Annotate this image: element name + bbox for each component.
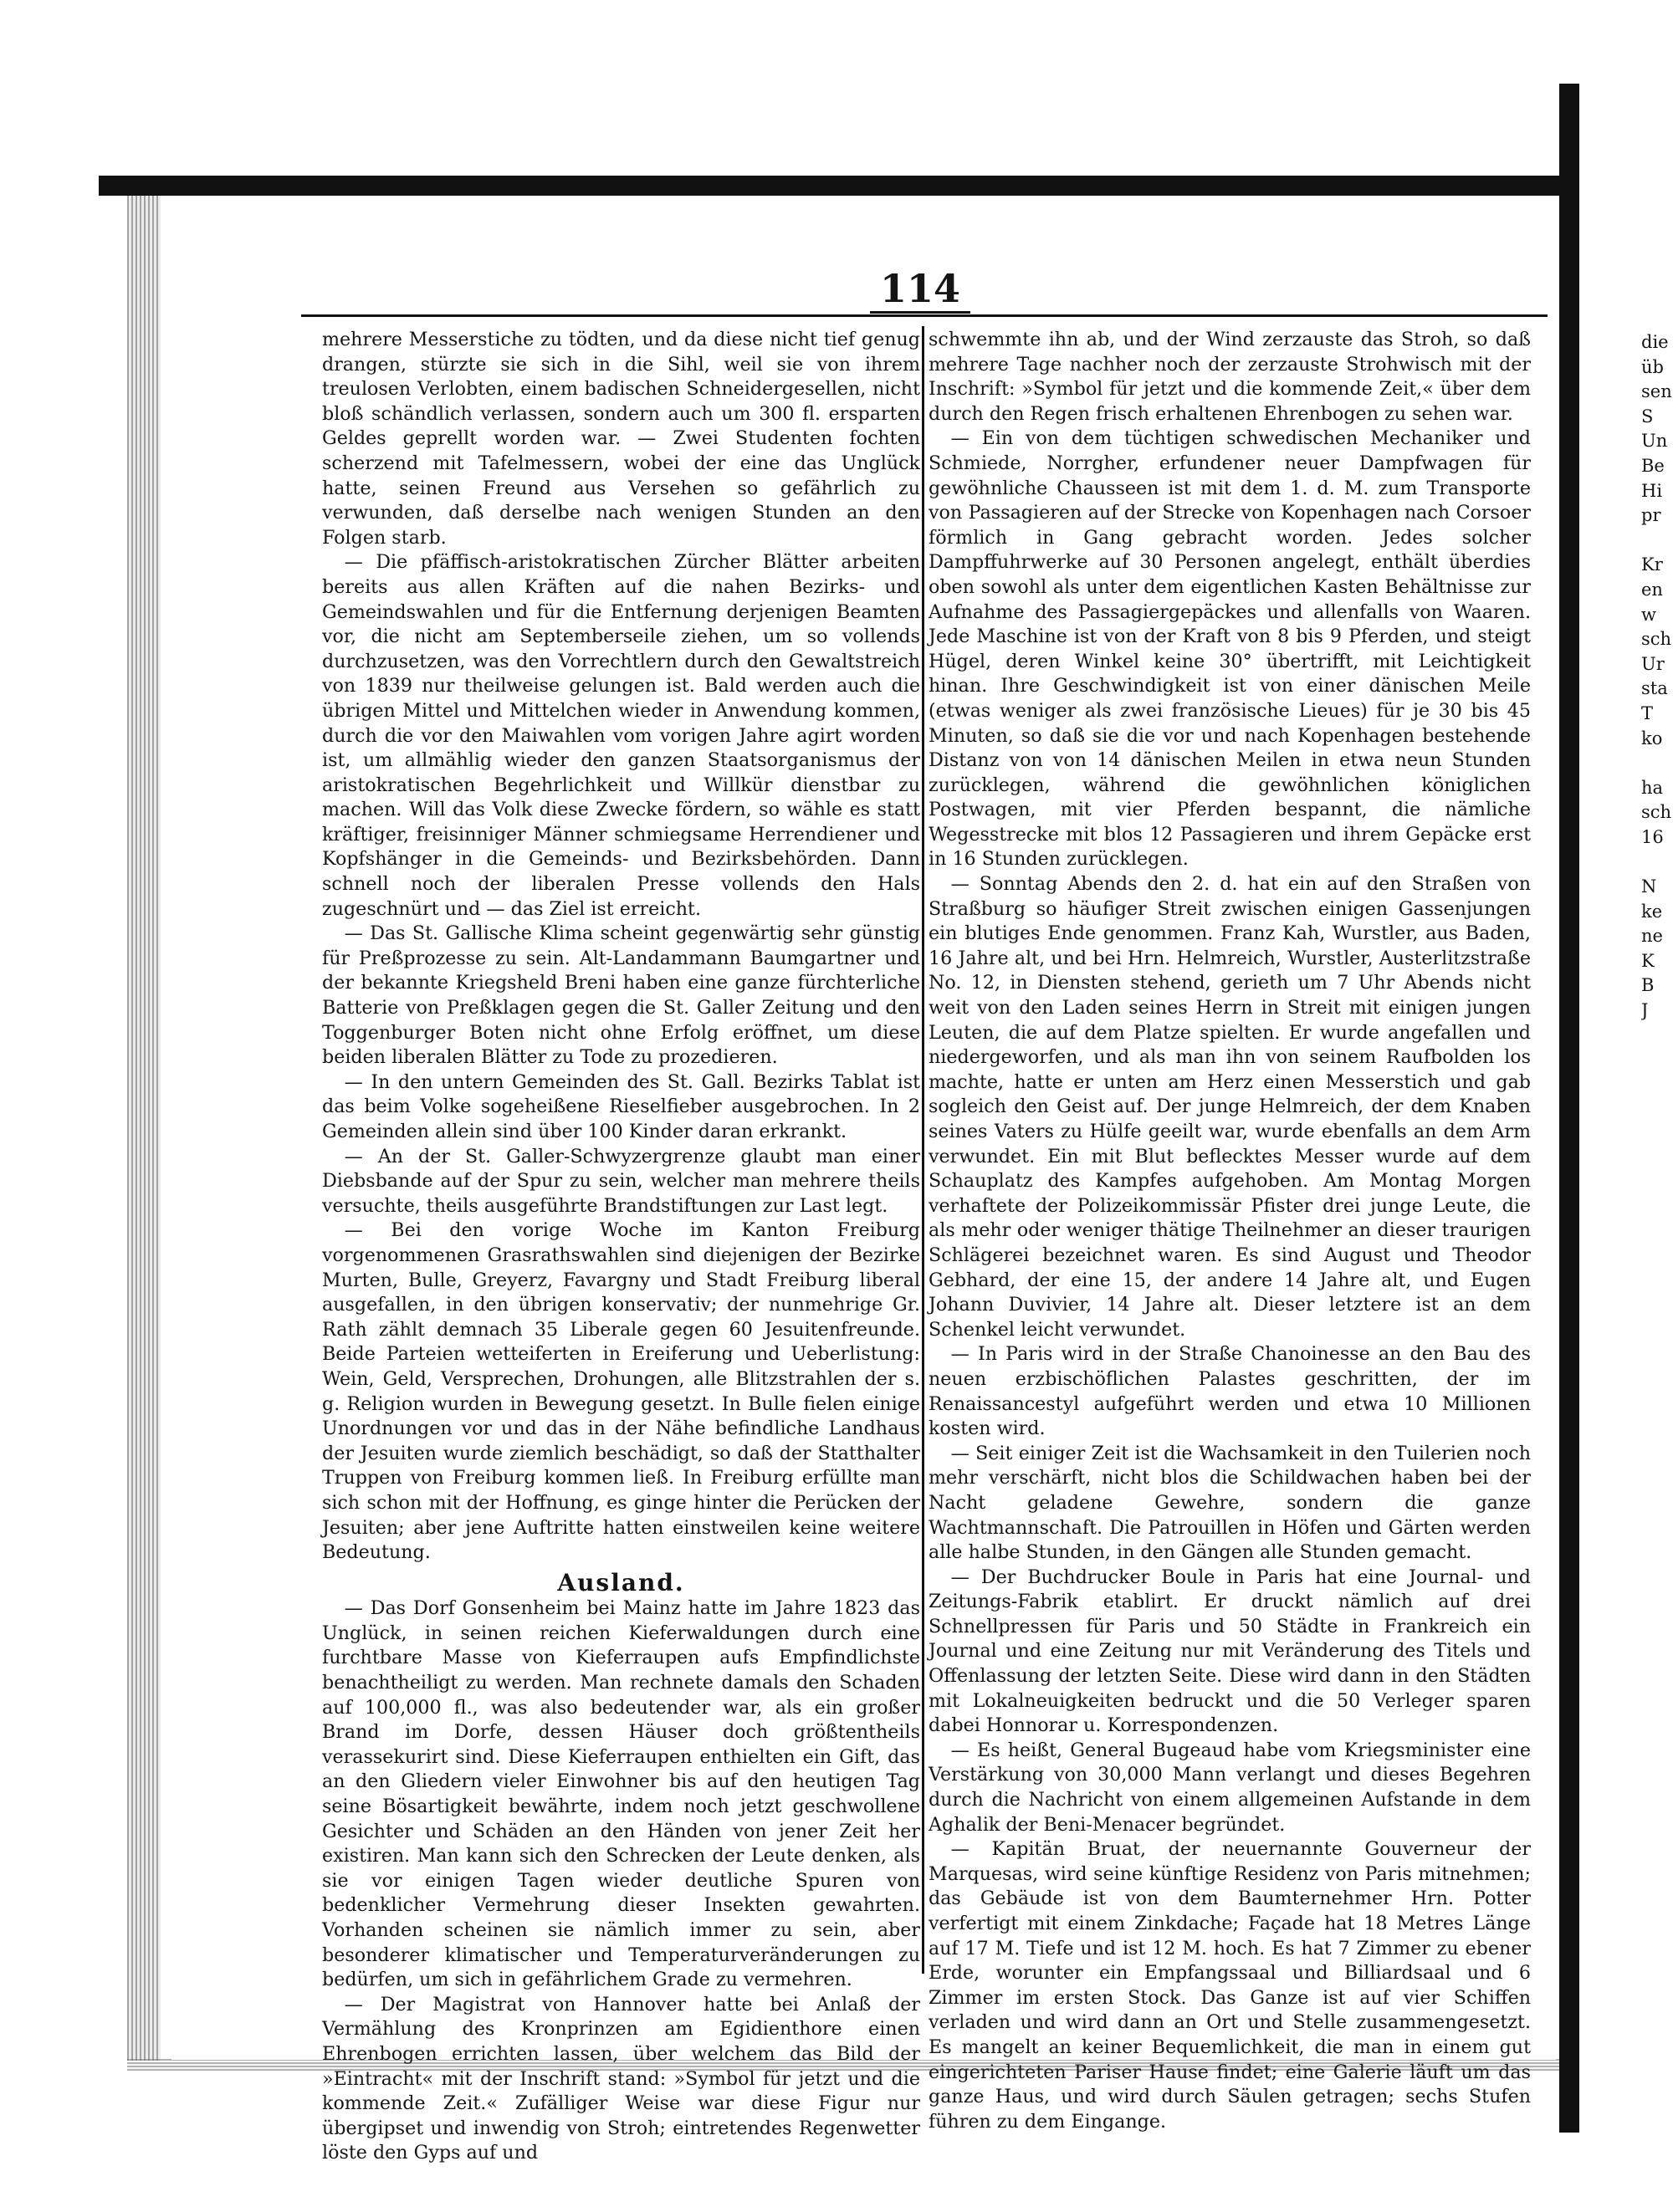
fragment: J <box>1641 1000 1649 1021</box>
fragment: w <box>1641 604 1656 625</box>
fragment: Be <box>1641 455 1665 476</box>
fragment: pr <box>1641 505 1661 526</box>
fragment: Hi <box>1641 480 1663 501</box>
fragment: sen <box>1641 381 1672 402</box>
fragment: B <box>1641 975 1655 996</box>
fragment: Ur <box>1641 653 1665 674</box>
column-divider <box>922 326 924 1974</box>
left-column <box>322 328 920 2166</box>
fragment: T <box>1641 702 1654 723</box>
article-paragraph: — Bei den vorige Woche im Kanton Freiburg vorgenommenen Grasrathswahlen sind diejenigen der Bezirke Murten, Bulle, Greyerz, Favargny und Stadt Freiburg liberal ausgefallen, in den übrigen konservativ; der nunmehrige Gr. Rath zählt demnach 35 Liberale gegen 60 Jesuitenfreunde. Beide Parteien wetteiferten in Ereiferung und Ueberlistung: Wein, Geld, Versprechen, Drohungen, alle Blitzstrahlen der s. g. Religion wurden in Bewegung gesetzt. In Bulle fielen einige Unordnungen vor und das in der Nähe befindliche Landhaus der Jesuiten wurde ziemlich beschädigt, so daß der Statthalter Truppen von Freiburg kommen ließ. In Freiburg erfüllte man sich schon mit der Hoffnung, es ginge hinter die Perücken der Jesuiten; aber jene Auftritte hatten einstweilen keine weitere Bedeutung. <box>322 1219 920 1564</box>
article-paragraph: — In Paris wird in der Straße Chanoinesse an den Bau des neuen erzbischöflichen Palastes geschritten, der im Renaissancestyl aufgeführt werden und etwa 10 Millionen kosten wird. <box>929 1343 1531 1440</box>
article-paragraph: — Sonntag Abends den 2. d. hat ein auf den Straßen von Straßburg so häufiger Streit zwischen einigen Gassenjungen ein blutiges Ende genommen. Franz Kah, Wurstler, aus Baden, 16 Jahre alt, und bei Hrn. Helmreich, Wurstler, Austerlitzstraße No. 12, in Diensten stehend, gerieth um 7 Uhr Abends nicht weit von den Laden seines Herrn in Streit mit einigen jungen Leuten, die auf dem Platze spielten. Er wurde angefallen und niedergeworfen, und als man ihn von seinem Raufbolden los machte, hatte er unten am Herz einen Messerstich und gab sogleich den Geist auf. Der junge Helmreich, der dem Knaben seines Vaters zu Hülfe geeilt war, wurde ebenfalls an dem Arm verwundet. Ein mit Blut beflecktes Messer wurde auf dem Schauplatz des Kampfes aufgehoben. Am Montag Morgen verhaftete der Polizeikommissär Pfister drei junge Leute, die als mehr oder weniger thätige Theilnehmer an dieser traurigen Schlägerei bezeichnet waren. Es sind August und Theodor Gebhard, der eine 15, der andere 14 Jahre alt, und Eugen Johann Duvivier, 14 Jahre alt. Dieser letztere ist an dem Schenkel leicht verwundet. <box>929 873 1531 1341</box>
fragment: K <box>1641 950 1655 971</box>
article-paragraph: — Der Buchdrucker Boule in Paris hat eine Journal- und Zeitungs-Fabrik etablirt. Er druckt nämlich auf drei Schnellpressen für Paris und 50 Städte in Frankreich ein Journal und eine Zeitung nur mit Veränderung des Titels und Offenlassung der letzten Seite. Diese wird dann in den Städten mit Lokalneuigkeiten bedruckt und die 50 Verleger sparen dabei Honnorar u. Korrespondenzen. <box>929 1566 1531 1737</box>
fragment: sch <box>1641 629 1672 650</box>
fragment: die <box>1641 332 1669 352</box>
header-rule <box>301 314 1548 317</box>
article-paragraph: — An der St. Galler-Schwyzergrenze glaubt man einer Diebsbande auf der Spur zu sein, welcher man mehrere theils versuchte, theils ausgeführte Brandstiftungen zur Last legt. <box>322 1145 920 1217</box>
fragment: ke <box>1641 901 1663 922</box>
article-paragraph: — Die pfäffisch-aristokratischen Zürcher Blätter arbeiten bereits aus allen Kräften auf die nahen Bezirks- und Gemeindswahlen und für die Entfernung derjenigen Beamten vor, die nicht am Septemberseile ziehen, um so vollends durchzusetzen, was den Vorrechtlern durch den Gewaltstreich von 1839 nur theilweise gelungen ist. Bald werden auch die übrigen Mittel und Mittelchen wieder in Anwendung kommen, durch die vor den Maiwahlen vom vorigen Jahre agirt worden ist, um allmählig wieder den ganzen Staatsorganismus der aristokratischen Begehrlichkeit und Willkür dienstbar zu machen. Will das Volk diese Zwecke fördern, so wähle es statt kräftiger, freisinniger Männer schmiegsame Herrendiener und Kopfshänger in die Gemeinds- und Bezirksbehörden. Dann schnell noch der liberalen Presse vollends den Hals zugeschnürt und — das Ziel ist erreicht. <box>322 551 920 920</box>
book-edge-right <box>1559 84 1579 2133</box>
fragment: üb <box>1641 356 1664 377</box>
article-paragraph: — Seit einiger Zeit ist die Wachsamkeit in den Tuilerien noch mehr verschärft, nicht blos die Schildwachen haben bei der Nacht geladene Gewehre, sondern die ganze Wachtmannschaft. Die Patrouillen in Höfen und Gärten werden alle halbe Stunden, in den Gängen alle Stunden gemacht. <box>929 1442 1531 1564</box>
book-gutter <box>127 196 161 2061</box>
fragment: ko <box>1641 728 1663 748</box>
article-paragraph: mehrere Messerstiche zu tödten, und da diese nicht tief genug drangen, stürzte sie sich in die Sihl, weil sie von ihrem treulosen Verlobten, einem badischen Schneidergesellen, nicht bloß schändlich verlassen, sondern auch um 300 fl. ersparten Geldes geprellt worden war. — Zwei Studenten fochten scherzend mit Tafelmessern, wobei der eine das Unglück hatte, seinen Freund aus Versehen so gefährlich zu verwunden, daß derselbe nach wenigen Stunden an den Folgen starb. <box>322 329 920 549</box>
page-number: 114 <box>870 266 970 314</box>
fragment: sta <box>1641 678 1668 699</box>
article-paragraph: — Der Magistrat von Hannover hatte bei Anlaß der Vermählung des Kronprinzen am Egidienthore einen Ehrenbogen errichten lassen, über welchem das Bild der »Eintracht« mit der Inschrift stand: »Symbol für jetzt und die kommende Zeit.« Zufälliger Weise war diese Figur nur übergipset und inwendig von Stroh; eintretendes Regenwetter löste den Gyps auf und <box>322 1993 920 2164</box>
fragment: en <box>1641 579 1663 600</box>
book-edge-top <box>99 176 1579 196</box>
article-paragraph: — Das St. Gallische Klima scheint gegenwärtig sehr günstig für Preßprozesse zu sein. Alt-Landammann Baumgartner und der bekannte Kriegsheld Breni haben eine ganze fürchterliche Batterie von Preßklagen gegen die St. Galler Zeitung und den Toggenburger Boten nicht ohne Erfolg eröffnet, um diese beiden liberalen Blätter zu Tode zu prozedieren. <box>322 922 920 1069</box>
adjacent-page-fragments <box>1641 330 1673 1024</box>
section-heading-ausland: Ausland. <box>557 1568 685 1596</box>
article-paragraph: — Es heißt, General Bugeaud habe vom Kriegsminister eine Verstärkung von 30,000 Mann verlangt und dieses Begehren durch die Nachricht von einem allgemeinen Aufstande in dem Aghalik der Beni-Menacer begründet. <box>929 1739 1531 1836</box>
fragment: 16 <box>1641 826 1664 847</box>
fragment: ha <box>1641 777 1664 798</box>
article-paragraph: — In den untern Gemeinden des St. Gall. Bezirks Tablat ist das beim Volke sogeheißene Rieselfieber ausgebrochen. In 2 Gemeinden allein sind über 100 Kinder daran erkrankt. <box>322 1070 920 1142</box>
fragment: Un <box>1641 431 1668 452</box>
article-paragraph: — Ein von dem tüchtigen schwedischen Mechaniker und Schmiede, Norrgher, erfundener neuer Dampfwagen für gewöhnliche Chausseen ist mit dem 1. d. M. zum Transporte von Passagieren auf der Strecke von Kopenhagen nach Corsoer förmlich in Gang gebracht worden. Jedes solcher Dampffuhrwerke auf 30 Personen angelegt, enthält überdies oben sowohl als unter dem eigentlichen Kasten Behältnisse zur Aufnahme des Passagiergepäckes und allenfalls von Waaren. Jede Maschine ist von der Kraft von 8 bis 9 Pferden, und steigt Hügel, deren Winkel keine 30° übertrifft, mit Leichtigkeit hinan. Ihre Geschwindigkeit ist von einer dänischen Meile (etwas weniger als zwei französische Lieues) für je 30 bis 45 Minuten, so daß sie die vor und nach Kopenhagen bestehende Distanz von von 14 dänischen Meilen in etwa neun Stunden zurücklegen, während die gewöhnlichen königlichen Postwagen, mit vier Pferden bespannt, die nämliche Wegesstrecke mit blos 12 Passagieren und ihrem Gepäcke erst in 16 Stunden zurücklegen. <box>929 427 1531 871</box>
fragment: Kr <box>1641 554 1663 575</box>
fragment: ne <box>1641 926 1663 947</box>
article-paragraph: — Kapitän Bruat, der neuernannte Gouverneur der Marquesas, wird seine künftige Residenz von Paris mitnehmen; das Gebäude ist von dem Baumternehmer Hrn. Potter verfertigt mit einem Zinkdache; Façade hat 18 Metres Länge auf 17 M. Tiefe und ist 12 M. hoch. Es hat 7 Zimmer zu ebener Erde, worunter ein Empfangssaal und Billiardsaal und 6 Zimmer im ersten Stock. Das Ganze ist auf vier Schiffen verladen und wird dann an Ort und Stelle zusammengesetzt. Es mangelt an keiner Bequemlichkeit, die man in einem gut eingerichteten Pariser Hause findet; eine Galerie läuft um das ganze Haus, und wird durch Säulen getragen; sechs Stufen führen zu dem Eingange. <box>929 1838 1531 2133</box>
right-column <box>929 328 1531 2134</box>
fragment: S <box>1641 406 1654 427</box>
article-paragraph: schwemmte ihn ab, und der Wind zerzauste das Stroh, so daß mehrere Tage nachher noch der zerzauste Strohwisch mit der Inschrift: »Symbol für jetzt und die kommende Zeit,« über dem durch den Regen frisch erhaltenen Ehrenbogen zu sehen war. <box>929 329 1531 425</box>
fragment: N <box>1641 876 1657 897</box>
fragment: sch <box>1641 802 1672 823</box>
article-paragraph: — Das Dorf Gonsenheim bei Mainz hatte im Jahre 1823 das Unglück, in seinen reichen Kieferwaldungen durch eine furchtbare Masse von Kieferraupen aufs Empfindlichste benachtheiligt zu werden. Man rechnete damals den Schaden auf 100,000 fl., was also bedeutender war, als ein großer Brand im Dorfe, dessen Häuser doch größtentheils verassekurirt sind. Diese Kieferraupen enthielten ein Gift, das an den Gliedern vieler Einwohner bis auf den heutigen Tag seine Bösartigkeit bewährte, indem noch jetzt geschwollene Gesichter und Schäden an den Händen von jener Zeit her existiren. Man kann sich den Schrecken der Leute denken, als sie vor einigen Tagen wieder deutliche Spuren von bedenklicher Vermehrung dieser Insekten gewahrten. Vorhanden scheinen sie nämlich immer zu sein, aber besonderer klimatischer und Temperaturveränderungen zu bedürfen, um sich in gefährlichem Grade zu vermehren. <box>322 1597 920 1991</box>
